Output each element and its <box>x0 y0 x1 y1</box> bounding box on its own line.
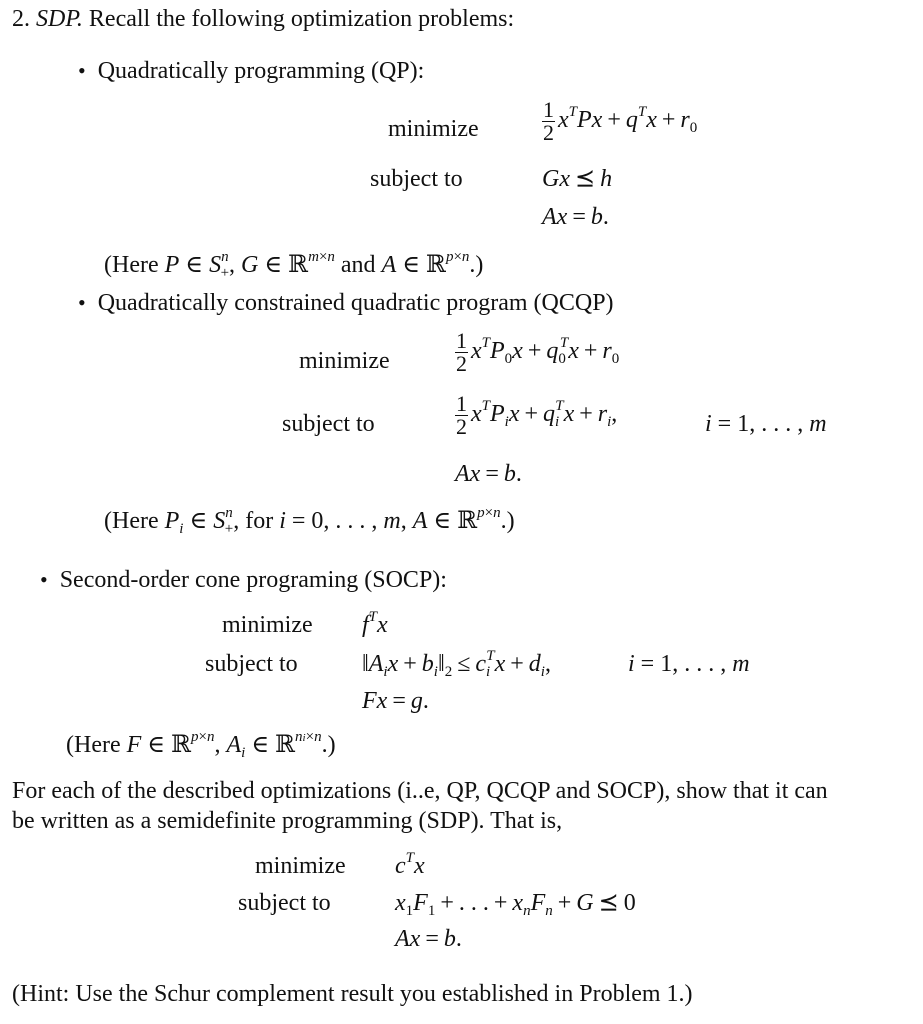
socp-heading: Second-order cone programing (SOCP): <box>59 567 447 593</box>
qp-subject-to-label: subject to <box>370 166 463 192</box>
socp-bullet: • Second-order cone programing (SOCP): <box>40 567 447 593</box>
qcqp-frac-constraint: $\frac{1}{2}$ <box>456 391 467 439</box>
qcqp-constraint-1: $\frac{1}{2}$ $x^TP_ix + q_i^Tx + r_i$, <box>456 391 618 439</box>
qp-constraint-1: Gx ⪯ h <box>542 166 613 192</box>
qp-note: (Here P ∈ $S^n_+$, G ∈ ℝ$^{m\times n}$ and A ∈ ℝ$^{p\times n}$.) <box>104 249 484 281</box>
qcqp-subject-to-label: subject to <box>282 411 375 437</box>
qp-constraint-2: Ax = b. <box>542 204 609 230</box>
qcqp-constraint-1-index: i = 1, . . . , m <box>705 411 827 437</box>
qp-frac: $\frac{1}{2}$ <box>543 97 554 145</box>
problem-header <box>12 5 514 33</box>
sdp-constraint-1: $x_1F_1$ + . . . + $x_nF_n + G$ ⪯ 0 <box>395 890 636 919</box>
socp-subject-to-label: subject to <box>205 651 298 677</box>
problem-title: SDP. <box>36 6 83 32</box>
qp-objective: $\frac{1}{2}$ $x^TPx + q^Tx + r_0$ <box>543 97 698 145</box>
sdp-objective: $c^Tx$ <box>395 850 425 879</box>
problem-intro: Recall the following optimization problems: <box>88 6 515 32</box>
qcqp-heading: Quadratically constrained quadratic program (QCQP) <box>97 290 614 316</box>
task-line-2: be written as a semidefinite programming (SDP). That is, <box>12 808 563 834</box>
qcqp-frac-objective: $\frac{1}{2}$ <box>456 328 467 376</box>
qp-heading: Quadratically programming (QP): <box>97 58 425 84</box>
socp-constraint-1-index: i = 1, . . . , m <box>628 651 750 677</box>
qcqp-objective: $\frac{1}{2}$ $x^TP_0x + q_0^Tx + r_0$ <box>456 328 620 376</box>
sdp-subject-to-label: subject to <box>238 890 331 916</box>
qp-bullet: • Quadratically programming (QP): <box>78 58 425 84</box>
qcqp-minimize-label: minimize <box>299 348 390 374</box>
sdp-constraint-2: Ax = b. <box>395 926 462 952</box>
qp-minimize-label: minimize <box>388 116 479 142</box>
task-line-1: For each of the described optimizations (i..e, QP, QCQP and SOCP), show that it can <box>12 778 828 804</box>
qcqp-note: (Here $P_i$ ∈ $S^n_+$, for i = 0, . . . , m, A ∈ ℝ$^{p\times n}$.) <box>104 505 515 537</box>
socp-note: (Here F ∈ ℝ$^{p\times n}$, $A_i$ ∈ ℝ$^{ni\times n}$.) <box>66 729 336 761</box>
qcqp-bullet: • Quadratically constrained quadratic program (QCQP) <box>78 290 614 316</box>
socp-constraint-1: $‖A_ix$ + $b_i‖_2 \le c_i^Tx + d_i$, <box>362 648 551 680</box>
socp-minimize-label: minimize <box>222 612 313 638</box>
socp-objective: $f^Tx$ <box>362 609 388 638</box>
qcqp-constraint-2: Ax = b. <box>455 461 522 487</box>
sdp-minimize-label: minimize <box>255 853 346 879</box>
hint: (Hint: Use the Schur complement result you established in Problem 1.) <box>12 981 693 1007</box>
problem-number: 2. <box>12 6 30 32</box>
socp-constraint-2: Fx = g. <box>362 688 429 714</box>
